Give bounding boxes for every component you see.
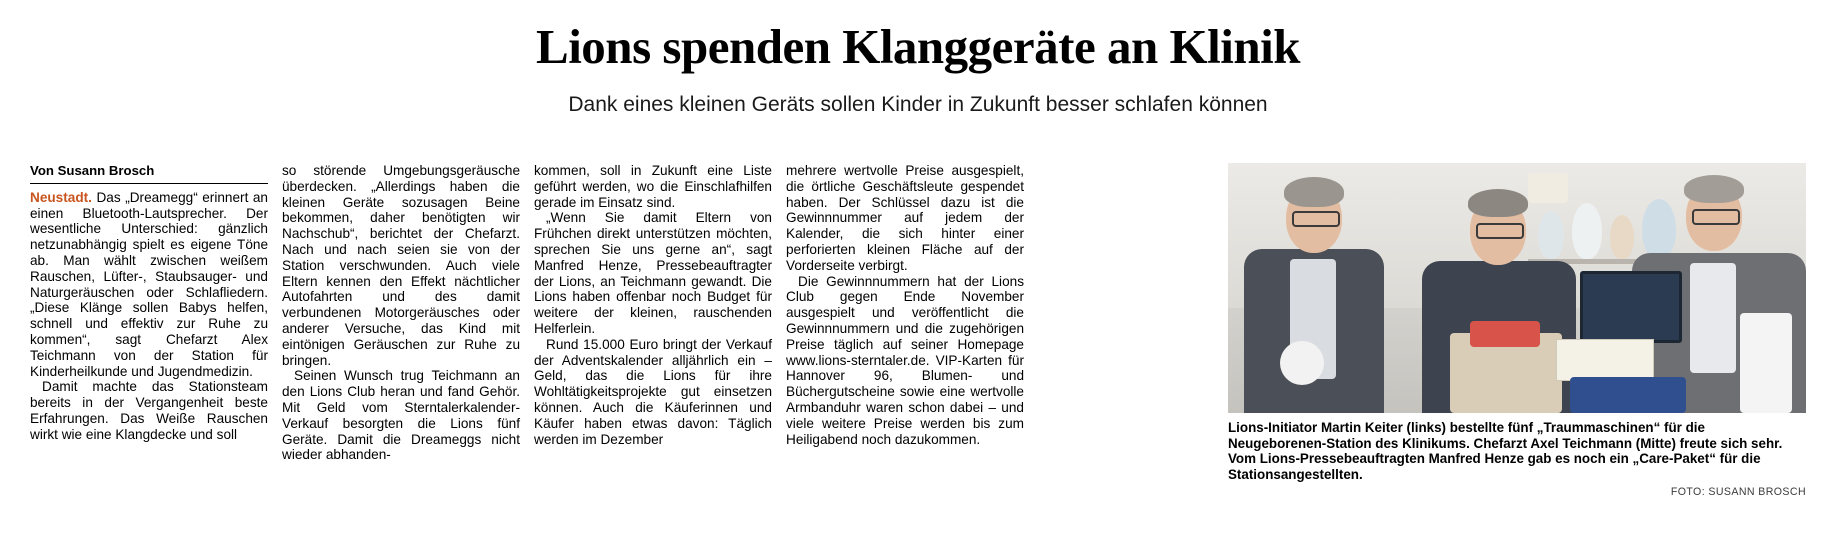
photo-person-right-shirt xyxy=(1690,263,1736,373)
photo-monitor xyxy=(1580,271,1682,343)
photo-person-left-glasses xyxy=(1292,211,1340,227)
paragraph: kommen, soll in Zukunft eine Liste geführt werden, wo die Einschlafhilfen gerade im Einsatz sind. xyxy=(534,163,772,210)
page-title: Lions spenden Klanggeräte an Klinik xyxy=(536,19,1300,74)
photo-person-middle-hair xyxy=(1468,189,1528,217)
photo-person-right-glasses xyxy=(1692,209,1740,225)
paragraph: „Wenn Sie damit Eltern von Frühchen direkt unterstützen möchten, sprechen Sie uns gerne an“, sagt Manfred Henze, Pressebeauftragter der Lions, an Teichmann gewandt. Die Lions haben offenbar noch Budget für weitere der kleinen, rauschenden Helferlein. xyxy=(534,210,772,336)
paragraph: so störende Umgebungsgeräusche überdecken. „Allerdings haben die kleinen Geräte sozusagen Beine bekommen, daher benötigten wir Nachschub“, berichtet der Chefarzt. Nach und nach seien sie von der Station verschwunden. Auch viele Eltern kennen den Effekt nächtlicher Autofahrten und des damit verbundenen Motorgeräusches oder anderer Versuche, das Kind mit eintönigen Geräuschen zur Ruhe zu bringen. xyxy=(282,163,520,368)
article-subheadline: Dank eines kleinen Geräts sollen Kinder in Zukunft besser schlafen können xyxy=(568,92,1268,116)
photo-person-left-held-device xyxy=(1280,341,1324,385)
paragraph: Rund 15.000 Euro bringt der Verkauf der Adventskalender alljährlich ein – Geld, das die Lions für ihre Wohltätigkeitsprojekte gut einsetzen können. Auch die Käuferinnen und Käufer haben etwas davon: Täglich werden im Dezember xyxy=(534,336,772,447)
newspaper-article-page xyxy=(0,20,1836,553)
photo-person-middle-glasses xyxy=(1476,223,1524,239)
article-column-4 xyxy=(786,163,1024,463)
photo-person-right-hair xyxy=(1684,175,1744,203)
article-photo-block xyxy=(1228,163,1806,498)
article-column-3 xyxy=(534,163,772,463)
photo-person-right-held-box xyxy=(1740,313,1792,413)
dateline: Neustadt. xyxy=(30,189,92,205)
paragraph: Seinen Wunsch trug Teichmann an den Lions Club heran und fand Gehör. Mit Geld vom Sterntalerkalender-Verkauf besorgten die Lions fünf Geräte. Damit die Dreameggs nicht wieder abhanden- xyxy=(282,368,520,463)
photo-credit: FOTO: SUSANN BROSCH xyxy=(1670,486,1806,499)
paragraph-text: Das „Dreamegg“ erinnert an einen Bluetooth-Lautsprecher. Der wesentliche Unterschied: gänzlich netzunabhängig spielt es eigene Töne ab. Man wählt zwischen weißem Rauschen, Lüfter-, Staubsauger- und Naturgeräuschen oder Schlafliedern. „Diese Klänge sollen Babys helfen, schnell und effektiv zur Ruhe zu kommen“, sagt Chefarzt Alex Teichmann von der Station für Kinderheilkunde und Jugendmedizin. xyxy=(30,189,268,379)
paragraph xyxy=(30,190,268,380)
photo-gift-contents xyxy=(1470,321,1540,347)
article-column-2 xyxy=(282,163,520,463)
article-column-1 xyxy=(30,163,268,463)
paragraph: Die Gewinnnummern hat der Lions Club gegen Ende November ausgespielt und veröffentlicht die Gewinnnummern und die zugehörigen Preise täglich auf seiner Homepage www.lions-sterntaler.de. VIP-Karten für Hannover 96, Blumen- und Büchergutscheine sowie eine wertvolle Armbanduhr waren schon dabei – und viele weitere Preise werden bis zum Heiligabend noch dazukommen. xyxy=(786,273,1024,447)
paragraph: mehrere wertvolle Preise ausgespielt, die örtliche Geschäftsleute gespendet haben. Der Schlüssel dazu ist die Gewinnnummer auf jedem der Kalender, die sich hinter einer perforierten kleinen Fläche auf der Vorderseite verbirgt. xyxy=(786,163,1024,273)
photo-blue-panel xyxy=(1570,377,1686,413)
byline: Von Susann Brosch xyxy=(30,163,268,184)
article-photo xyxy=(1228,163,1806,413)
photo-caption: Lions-Initiator Martin Keiter (links) bestellte fünf „Traummaschinen“ für die Neugeborenen-Station des Klinikums. Chefarzt Axel Teichmann (Mitte) freute sich sehr. Vom Lions-Pressebeauftragten Manfred Henze gab es noch ein „Care-Paket“ für die Stationsangestellten. xyxy=(1228,420,1783,482)
paragraph: Damit machte das Stationsteam bereits in der Vergangenheit beste Erfahrungen. Das Weiße Rauschen wirkt wie eine Klangdecke und soll xyxy=(30,379,268,442)
photo-person-left xyxy=(1238,163,1388,413)
photo-person-left-hair xyxy=(1284,177,1344,207)
photo-information-sign xyxy=(1556,339,1654,381)
